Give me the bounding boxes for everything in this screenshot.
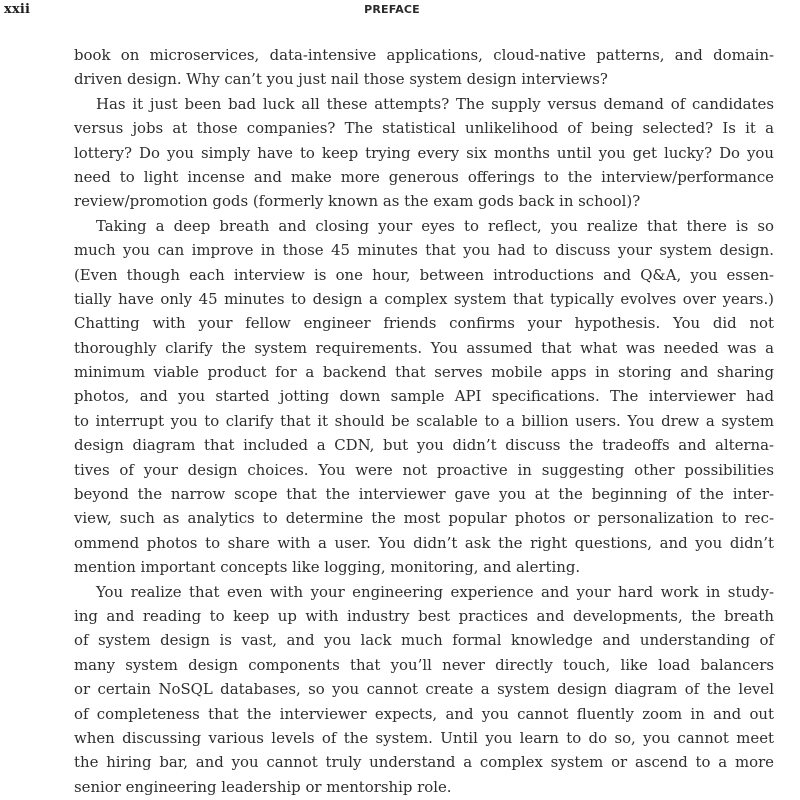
text-line: review/promotion gods (formerly known as the exam gods back in school)?	[74, 192, 641, 211]
text-line: beyond the narrow scope that the interviewer gave you at the beginning of the inter-	[74, 485, 774, 504]
text-line: senior engineering leadership or mentorship role.	[74, 777, 452, 796]
text-line: lottery? Do you simply have to keep trying every six months until you get lucky? Do you	[74, 143, 774, 162]
text-line: photos, and you started jotting down sample API specifications. The interviewer had	[74, 387, 774, 406]
page-number: xxii	[4, 2, 31, 17]
text-line: Chatting with your fellow engineer friends confirms your hypothesis. You did not	[74, 314, 774, 333]
text-line: of system design is vast, and you lack much formal knowledge and understanding of	[74, 631, 774, 650]
text-line: thoroughly clarify the system requirements. You assumed that what was needed was a	[74, 338, 774, 357]
text-line: tives of your design choices. You were not proactive in suggesting other possibilities	[74, 460, 774, 479]
text-line: book on microservices, data-intensive applications, cloud-native patterns, and domain-	[74, 46, 774, 64]
text-line: ommend photos to share with a user. You didn’t ask the right questions, and you didn’t	[74, 533, 774, 552]
text-line: view, such as analytics to determine the most popular photos or personalization to rec-	[74, 509, 774, 528]
section-title: PREFACE	[364, 3, 420, 16]
text-line: Has it just been bad luck all these attempts? The supply versus demand of candidates	[96, 94, 774, 113]
text-line: to interrupt you to clarify that it should be scalable to a billion users. You drew a system	[74, 411, 774, 430]
text-line: when discussing various levels of the system. Until you learn to do so, you cannot meet	[74, 728, 774, 747]
running-head	[0, 2, 800, 20]
body-text	[74, 43, 774, 799]
text-line: minimum viable product for a backend that serves mobile apps in storing and sharing	[74, 363, 774, 382]
text-line: the hiring bar, and you cannot truly understand a complex system or ascend to a more	[74, 753, 774, 772]
text-line: many system design components that you’ll never directly touch, like load balancers	[74, 655, 774, 674]
text-line: tially have only 45 minutes to design a complex system that typically evolves over years.)	[74, 289, 774, 308]
text-line: (Even though each interview is one hour, between introductions and Q&A, you essen-	[74, 265, 774, 284]
text-line: Taking a deep breath and closing your eyes to reflect, you realize that there is so	[96, 216, 774, 235]
text-line: versus jobs at those companies? The statistical unlikelihood of being selected? Is it a	[74, 119, 774, 138]
text-line: or certain NoSQL databases, so you cannot create a system design diagram of the level	[74, 680, 774, 699]
text-line: design diagram that included a CDN, but you didn’t discuss the tradeoffs and alterna-	[74, 436, 774, 455]
text-line: need to light incense and make more generous offerings to the interview/performance	[74, 167, 774, 186]
text-line: much you can improve in those 45 minutes that you had to discuss your system design.	[74, 241, 774, 260]
text-line: mention important concepts like logging, monitoring, and alerting.	[74, 558, 581, 577]
text-line: of completeness that the interviewer expects, and you cannot fluently zoom in and out	[74, 704, 774, 723]
text-line: ing and reading to keep up with industry best practices and developments, the breath	[74, 606, 774, 625]
text-line: You realize that even with your engineering experience and your hard work in study-	[96, 582, 774, 601]
text-line: driven design. Why can’t you just nail those system design interviews?	[74, 70, 608, 89]
